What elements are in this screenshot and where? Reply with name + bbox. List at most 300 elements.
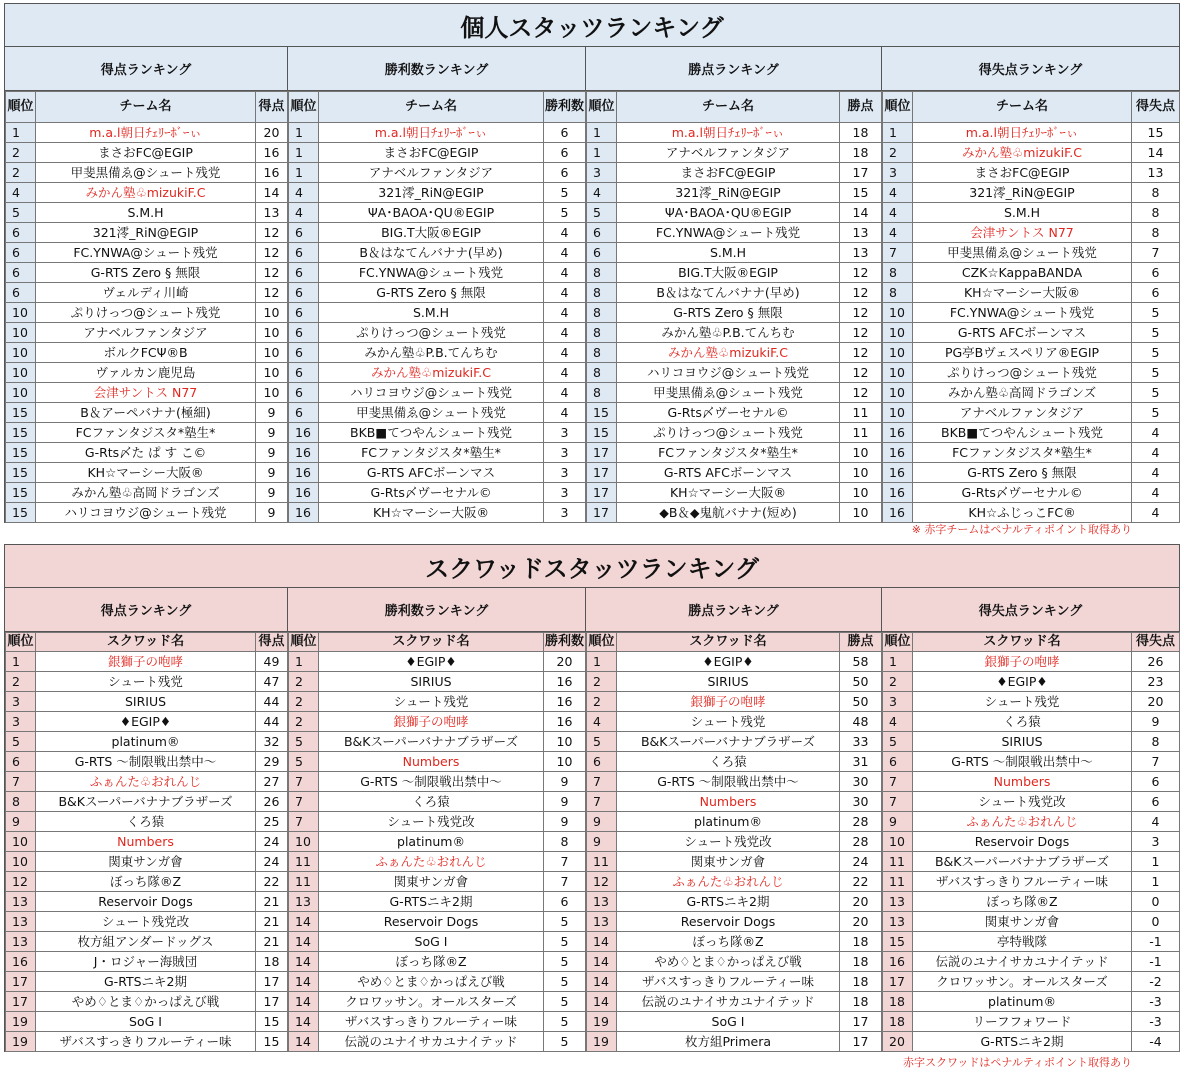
name-cell: G-RTSニキ2期 (36, 972, 256, 992)
table-row (6, 892, 288, 912)
table-row (6, 323, 288, 343)
squad-stats-title: スクワッドスタッツランキング (4, 544, 1180, 588)
rank-cell: 17 (587, 443, 617, 463)
table-row (289, 443, 586, 463)
rank-cell: 2 (587, 692, 617, 712)
name-cell: CZK☆KappaBANDA (913, 263, 1132, 283)
table-row (587, 872, 882, 892)
individual-wins-ranking (288, 47, 586, 523)
value-cell: 5 (544, 1032, 586, 1052)
table-row (883, 303, 1180, 323)
rank-cell: 16 (289, 463, 319, 483)
table-row (6, 503, 288, 523)
rank-cell: 4 (883, 183, 913, 203)
value-cell: 4 (1132, 463, 1180, 483)
table-row (289, 752, 586, 772)
table-header-row (883, 633, 1180, 652)
rank-cell: 11 (883, 852, 913, 872)
table-row (289, 483, 586, 503)
table-row (6, 423, 288, 443)
rank-cell: 2 (587, 672, 617, 692)
name-cell: Reservoir Dogs (36, 892, 256, 912)
table-row (6, 732, 288, 752)
value-cell: 20 (1132, 692, 1180, 712)
value-cell: 8 (1132, 732, 1180, 752)
table-row (6, 872, 288, 892)
rank-cell: 5 (883, 732, 913, 752)
rank-cell: 17 (587, 483, 617, 503)
rank-cell: 14 (289, 992, 319, 1012)
rank-cell: 4 (587, 712, 617, 732)
value-cell: 4 (1132, 423, 1180, 443)
table-row (883, 383, 1180, 403)
value-cell: 18 (840, 932, 882, 952)
value-cell: 4 (544, 303, 586, 323)
value-cell: 26 (1132, 652, 1180, 672)
rank-cell: 14 (289, 932, 319, 952)
value-cell: 32 (256, 732, 288, 752)
name-cell: G-Rts〆ヴーセナル© (617, 403, 840, 423)
value-cell: 27 (256, 772, 288, 792)
value-cell: -3 (1132, 1012, 1180, 1032)
table-row (289, 383, 586, 403)
name-cell: J・ロジャー海賊団 (36, 952, 256, 972)
name-column-header: チーム名 (319, 92, 544, 123)
value-cell: 5 (544, 972, 586, 992)
name-cell: ΨA･BAOA･QU®EGIP (319, 203, 544, 223)
name-cell: 銀獅子の咆哮 (913, 652, 1132, 672)
value-cell: 7 (544, 852, 586, 872)
rank-cell: 3 (6, 692, 36, 712)
name-cell: S.M.H (617, 243, 840, 263)
value-cell: 9 (256, 423, 288, 443)
rank-cell: 16 (883, 483, 913, 503)
value-cell: 21 (256, 912, 288, 932)
rank-column-header: 順位 (883, 633, 913, 652)
rank-cell: 2 (883, 672, 913, 692)
table-row (883, 323, 1180, 343)
individual-rankings-row (4, 47, 1180, 523)
value-cell: 49 (256, 652, 288, 672)
value-cell: 25 (256, 812, 288, 832)
table-row (587, 463, 882, 483)
name-cell: SIRIUS (913, 732, 1132, 752)
name-cell: FCファンタジスタ*塾生* (617, 443, 840, 463)
rank-cell: 6 (289, 363, 319, 383)
name-cell: ふぁんた♧おれんじ (36, 772, 256, 792)
name-cell: 321澪_RiN@EGIP (36, 223, 256, 243)
rank-cell: 7 (289, 772, 319, 792)
individual-score-ranking (5, 47, 288, 523)
name-cell: ぷりけっつ@シュート残党 (913, 363, 1132, 383)
value-cell: -4 (1132, 1032, 1180, 1052)
table-row (289, 143, 586, 163)
name-cell: ΨA･BAOA･QU®EGIP (617, 203, 840, 223)
ranking-table (882, 91, 1180, 523)
table-row (6, 832, 288, 852)
value-cell: 8 (1132, 223, 1180, 243)
value-cell: 26 (256, 792, 288, 812)
rank-cell: 10 (6, 832, 36, 852)
rank-cell: 14 (587, 932, 617, 952)
name-cell: 321澪_RiN@EGIP (913, 183, 1132, 203)
rank-cell: 13 (6, 932, 36, 952)
name-cell: アナベルファンタジア (913, 403, 1132, 423)
individual-points-ranking (586, 47, 882, 523)
value-cell: 58 (840, 652, 882, 672)
name-cell: ヴァルカン鹿児島 (36, 363, 256, 383)
value-cell: 5 (544, 992, 586, 1012)
rank-cell: 4 (6, 183, 36, 203)
rank-cell: 4 (883, 712, 913, 732)
rank-cell: 10 (6, 363, 36, 383)
name-cell: SoG Ⅰ (36, 1012, 256, 1032)
table-row (6, 263, 288, 283)
table-row (883, 183, 1180, 203)
rank-column-header: 順位 (587, 92, 617, 123)
rank-cell: 5 (289, 732, 319, 752)
name-cell: くろ猿 (36, 812, 256, 832)
table-row (883, 972, 1180, 992)
table-row (289, 852, 586, 872)
value-cell: 9 (256, 443, 288, 463)
ranking-table (586, 632, 882, 1052)
rank-cell: 10 (289, 832, 319, 852)
value-cell: 9 (256, 403, 288, 423)
value-cell: 9 (544, 792, 586, 812)
value-cell: 15 (1132, 123, 1180, 143)
value-cell: 3 (544, 423, 586, 443)
value-cell: 10 (256, 383, 288, 403)
name-cell: みかん塾♧mizukiF.C (319, 363, 544, 383)
name-cell: 伝説のユナイサカユナイテッド (913, 952, 1132, 972)
table-row (6, 692, 288, 712)
name-cell: 甲斐黒備ゑ@シュート残党 (913, 243, 1132, 263)
value-cell: 5 (544, 952, 586, 972)
value-cell: 12 (256, 243, 288, 263)
table-row (6, 183, 288, 203)
value-column-header: 勝利数 (544, 633, 586, 652)
table-row (587, 932, 882, 952)
value-cell: 17 (256, 972, 288, 992)
table-row (883, 772, 1180, 792)
value-cell: 12 (256, 283, 288, 303)
table-row (6, 343, 288, 363)
ranking-heading: 得失点ランキング (882, 588, 1179, 632)
table-row (883, 1032, 1180, 1052)
value-cell: 10 (840, 483, 882, 503)
rank-cell: 5 (6, 203, 36, 223)
rank-cell: 6 (289, 243, 319, 263)
rank-cell: 7 (289, 792, 319, 812)
value-cell: 6 (1132, 263, 1180, 283)
name-cell: ♦EGIP♦ (617, 652, 840, 672)
rank-cell: 10 (883, 403, 913, 423)
table-row (289, 363, 586, 383)
name-cell: クロワッサン。オールスターズ (913, 972, 1132, 992)
name-cell: みかん塾♧mizukiF.C (913, 143, 1132, 163)
table-row (883, 503, 1180, 523)
table-row (289, 183, 586, 203)
rank-cell: 17 (587, 503, 617, 523)
name-cell: みかん塾♧P.B.てんちむ (319, 343, 544, 363)
name-cell: Numbers (913, 772, 1132, 792)
name-cell: みかん塾♧高岡ドラゴンズ (36, 483, 256, 503)
name-column-header: スクワッド名 (319, 633, 544, 652)
table-row (587, 283, 882, 303)
table-row (6, 483, 288, 503)
rank-cell: 1 (587, 123, 617, 143)
name-cell: FC.YNWA@シュート残党 (617, 223, 840, 243)
name-column-header: スクワッド名 (617, 633, 840, 652)
table-row (289, 672, 586, 692)
name-cell: ふぁんた♧おれんじ (319, 852, 544, 872)
name-cell: 伝説のユナイサカユナイテッド (319, 1032, 544, 1052)
value-cell: 33 (840, 732, 882, 752)
rank-cell: 3 (587, 163, 617, 183)
name-cell: BIG.T大阪®EGIP (319, 223, 544, 243)
name-cell: 亭特戦隊 (913, 932, 1132, 952)
table-row (883, 1012, 1180, 1032)
rank-cell: 16 (289, 503, 319, 523)
name-cell: ♦EGIP♦ (319, 652, 544, 672)
rank-cell: 10 (6, 303, 36, 323)
rank-cell: 15 (883, 932, 913, 952)
value-cell: 50 (840, 692, 882, 712)
value-cell: 21 (256, 932, 288, 952)
name-cell: 伝説のユナイサカユナイテッド (617, 992, 840, 1012)
table-row (883, 952, 1180, 972)
value-cell: 4 (544, 363, 586, 383)
rank-cell: 13 (883, 892, 913, 912)
ranking-heading: 勝点ランキング (586, 588, 881, 632)
table-row (289, 243, 586, 263)
table-row (883, 832, 1180, 852)
value-cell: 10 (544, 752, 586, 772)
name-cell: ぷりけっつ@シュート残党 (36, 303, 256, 323)
rank-cell: 1 (6, 652, 36, 672)
name-cell: くろ猿 (617, 752, 840, 772)
value-cell: 15 (840, 183, 882, 203)
table-row (6, 792, 288, 812)
table-row (289, 812, 586, 832)
rank-cell: 5 (289, 752, 319, 772)
rank-cell: 9 (883, 812, 913, 832)
rank-cell: 14 (587, 972, 617, 992)
rank-cell: 6 (6, 752, 36, 772)
value-cell: 24 (840, 852, 882, 872)
table-row (289, 1012, 586, 1032)
name-cell: シュート残党 (36, 672, 256, 692)
name-column-header: チーム名 (913, 92, 1132, 123)
rank-cell: 3 (883, 692, 913, 712)
rank-cell: 11 (587, 852, 617, 872)
table-row (587, 892, 882, 912)
table-row (289, 423, 586, 443)
rank-cell: 14 (289, 952, 319, 972)
rank-cell: 1 (587, 143, 617, 163)
name-cell: S.M.H (913, 203, 1132, 223)
table-row (883, 483, 1180, 503)
value-cell: 0 (1132, 912, 1180, 932)
value-cell: 1 (1132, 852, 1180, 872)
name-cell: 関東サンガ會 (36, 852, 256, 872)
name-cell: G-RTS Zero § 無限 (913, 463, 1132, 483)
rank-cell: 19 (6, 1032, 36, 1052)
table-row (6, 912, 288, 932)
rank-cell: 15 (587, 403, 617, 423)
name-cell: KH☆マーシー大阪® (319, 503, 544, 523)
name-cell: ボルクFCΨ®B (36, 343, 256, 363)
name-cell: 会津サントス N77 (913, 223, 1132, 243)
rank-cell: 10 (883, 363, 913, 383)
name-cell: G-RTS 〜制限戦出禁中〜 (319, 772, 544, 792)
rank-cell: 8 (587, 263, 617, 283)
table-row (6, 932, 288, 952)
table-row (883, 463, 1180, 483)
value-cell: 24 (256, 832, 288, 852)
table-row (883, 932, 1180, 952)
value-cell: 28 (840, 832, 882, 852)
table-row (6, 463, 288, 483)
name-cell: ぼっち隊®Z (913, 892, 1132, 912)
name-cell: B&Kスーパーバナナブラザーズ (617, 732, 840, 752)
value-cell: 5 (544, 183, 586, 203)
rank-cell: 6 (289, 323, 319, 343)
value-column-header: 得点 (256, 92, 288, 123)
table-row (587, 972, 882, 992)
name-cell: シュート残党 (319, 692, 544, 712)
rank-cell: 16 (883, 443, 913, 463)
rank-cell: 8 (6, 792, 36, 812)
value-cell: 20 (840, 912, 882, 932)
table-row (587, 652, 882, 672)
name-column-header: スクワッド名 (36, 633, 256, 652)
rank-cell: 14 (289, 1032, 319, 1052)
table-row (587, 832, 882, 852)
value-cell: 21 (256, 892, 288, 912)
table-header-row (587, 92, 882, 123)
table-row (883, 363, 1180, 383)
individual-penalty-note: ※ 赤字チームはペナルティポイント取得あり (911, 523, 1132, 536)
table-row (289, 652, 586, 672)
rank-cell: 2 (289, 672, 319, 692)
value-cell: 12 (840, 283, 882, 303)
rank-cell: 2 (883, 143, 913, 163)
rank-cell: 2 (289, 692, 319, 712)
table-row (883, 872, 1180, 892)
rank-cell: 10 (883, 323, 913, 343)
rank-cell: 1 (289, 143, 319, 163)
name-cell: FC.YNWA@シュート残党 (913, 303, 1132, 323)
value-cell: 13 (840, 223, 882, 243)
value-cell: 4 (544, 243, 586, 263)
value-cell: 3 (544, 483, 586, 503)
name-cell: ザバスすっきりフルーティー味 (617, 972, 840, 992)
rank-cell: 10 (6, 852, 36, 872)
name-cell: クロワッサン。オールスターズ (319, 992, 544, 1012)
rank-cell: 10 (883, 303, 913, 323)
name-cell: B&Kスーパーバナナブラザーズ (913, 852, 1132, 872)
table-row (587, 123, 882, 143)
table-row (587, 1012, 882, 1032)
name-cell: G-RTSニキ2期 (319, 892, 544, 912)
rank-cell: 1 (289, 123, 319, 143)
name-cell: G-Rts〆ヴーセナル© (913, 483, 1132, 503)
value-column-header: 勝利数 (544, 92, 586, 123)
rank-cell: 6 (6, 283, 36, 303)
name-cell: B＆はなてんバナナ(早め) (617, 283, 840, 303)
name-cell: SIRIUS (319, 672, 544, 692)
rank-cell: 6 (289, 403, 319, 423)
table-row (883, 712, 1180, 732)
table-row (587, 143, 882, 163)
value-cell: 5 (1132, 303, 1180, 323)
name-cell: 枚方組Primera (617, 1032, 840, 1052)
table-row (6, 303, 288, 323)
name-cell: やめ♢とま♢かっぱえび戦 (36, 992, 256, 1012)
table-row (587, 952, 882, 972)
squad-goaldiff-ranking (882, 588, 1180, 1052)
rank-cell: 14 (587, 992, 617, 1012)
rank-cell: 8 (587, 343, 617, 363)
rank-cell: 2 (289, 712, 319, 732)
rank-cell: 8 (587, 363, 617, 383)
name-cell: SIRIUS (36, 692, 256, 712)
rank-cell: 16 (883, 423, 913, 443)
table-row (6, 203, 288, 223)
table-row (6, 383, 288, 403)
rank-cell: 14 (587, 952, 617, 972)
rank-cell: 2 (6, 143, 36, 163)
rank-cell: 12 (6, 872, 36, 892)
name-cell: platinum® (913, 992, 1132, 1012)
value-cell: 44 (256, 712, 288, 732)
table-row (289, 203, 586, 223)
rank-cell: 19 (6, 1012, 36, 1032)
name-cell: SIRIUS (617, 672, 840, 692)
name-cell: 関東サンガ會 (617, 852, 840, 872)
table-row (587, 363, 882, 383)
name-cell: まさおFC@EGIP (617, 163, 840, 183)
value-cell: 17 (840, 163, 882, 183)
table-row (883, 283, 1180, 303)
name-cell: FCファンタジスタ*塾生* (319, 443, 544, 463)
name-cell: ふぁんた♧おれんじ (913, 812, 1132, 832)
name-cell: ヴェルディ川崎 (36, 283, 256, 303)
table-row (6, 772, 288, 792)
value-cell: 7 (1132, 243, 1180, 263)
table-row (6, 672, 288, 692)
rank-cell: 6 (289, 223, 319, 243)
rank-cell: 2 (6, 672, 36, 692)
name-cell: B&Kスーパーバナナブラザーズ (36, 792, 256, 812)
value-cell: 12 (840, 323, 882, 343)
name-cell: FC.YNWA@シュート残党 (319, 263, 544, 283)
rank-cell: 10 (883, 383, 913, 403)
name-cell: ♦EGIP♦ (913, 672, 1132, 692)
value-cell: 8 (1132, 183, 1180, 203)
value-cell: 20 (256, 123, 288, 143)
value-cell: 29 (256, 752, 288, 772)
rank-cell: 8 (587, 303, 617, 323)
name-cell: ぼっち隊®Z (319, 952, 544, 972)
rank-cell: 10 (883, 832, 913, 852)
value-cell: 12 (256, 263, 288, 283)
name-cell: やめ♢とま♢かっぱえび戦 (319, 972, 544, 992)
ranking-table (882, 632, 1180, 1052)
value-cell: 44 (256, 692, 288, 712)
